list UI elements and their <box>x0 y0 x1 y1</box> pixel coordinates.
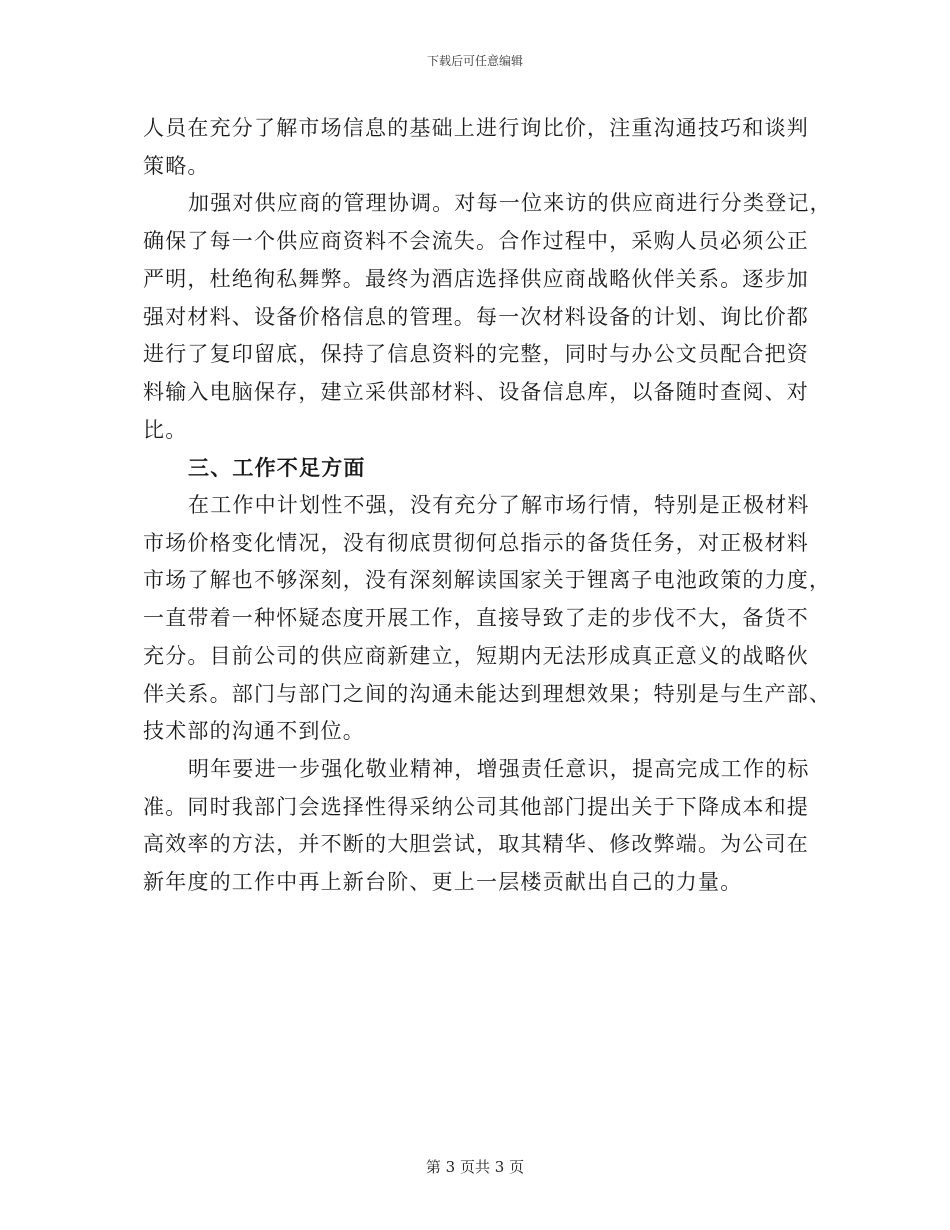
paragraph-supplier-management <box>143 185 832 449</box>
document-body <box>143 110 832 902</box>
text-line: 料输入电脑保存，建立采供部材料、设备信息库，以备随时查阅、对 <box>143 379 809 404</box>
text-line: 一直带着一种怀疑态度开展工作，直接导致了走的步伐不大，备货不 <box>143 606 809 631</box>
text-line: 准。同时我部门会选择性得采纳公司其他部门提出关于下降成本和提 <box>143 794 809 819</box>
text-line: 在工作中计划性不强，没有充分了解市场行情，特别是正极材料 <box>188 493 810 518</box>
page-number: 第 3 页共 3 页 <box>425 1158 525 1176</box>
text-line: 严明，杜绝徇私舞弊。最终为酒店选择供应商战略伙伴关系。逐步加 <box>143 266 809 291</box>
text-line: 充分。目前公司的供应商新建立，短期内无法形成真正意义的战略伙 <box>143 643 809 668</box>
text-line: 比。 <box>143 417 188 442</box>
text-line: 进行了复印留底，保持了信息资料的完整，同时与办公文员配合把资 <box>143 342 809 367</box>
text-line: 强对材料、设备价格信息的管理。每一次材料设备的计划、询比价都 <box>143 304 809 329</box>
text-line: 市场价格变化情况，没有彻底贯彻何总指示的备货任务，对正极材料 <box>143 530 809 555</box>
text-line: 明年要进一步强化敬业精神，增强责任意识，提高完成工作的标 <box>188 756 810 781</box>
text-line: 策略。 <box>143 153 210 178</box>
text-line: 伴关系。部门与部门之间的沟通未能达到理想效果；特别是与生产部、 <box>143 681 832 706</box>
text-line: 市场了解也不够深刻，没有深刻解读国家关于锂离子电池政策的力度， <box>143 568 832 593</box>
text-line: 加强对供应商的管理协调。对每一位来访的供应商进行分类登记， <box>188 191 832 216</box>
page-header: 下载后可任意编辑 <box>426 54 523 68</box>
paragraph-continued <box>143 110 809 185</box>
text-line: 人员在充分了解市场信息的基础上进行询比价，注重沟通技巧和谈判 <box>143 116 809 140</box>
section-heading: 三、工作不足方面 <box>188 455 366 481</box>
paragraph-shortcomings <box>143 487 832 751</box>
text-line: 新年度的工作中再上新台阶、更上一层楼贡献出自己的力量。 <box>143 870 743 895</box>
paragraph-next-year-plan <box>143 751 809 902</box>
text-line: 技术部的沟通不到位。 <box>143 719 365 744</box>
text-line: 高效率的方法，并不断的大胆尝试，取其精华、修改弊端。为公司在 <box>143 832 809 857</box>
text-line: 确保了每一个供应商资料不会流失。合作过程中，采购人员必须公正 <box>143 229 809 254</box>
